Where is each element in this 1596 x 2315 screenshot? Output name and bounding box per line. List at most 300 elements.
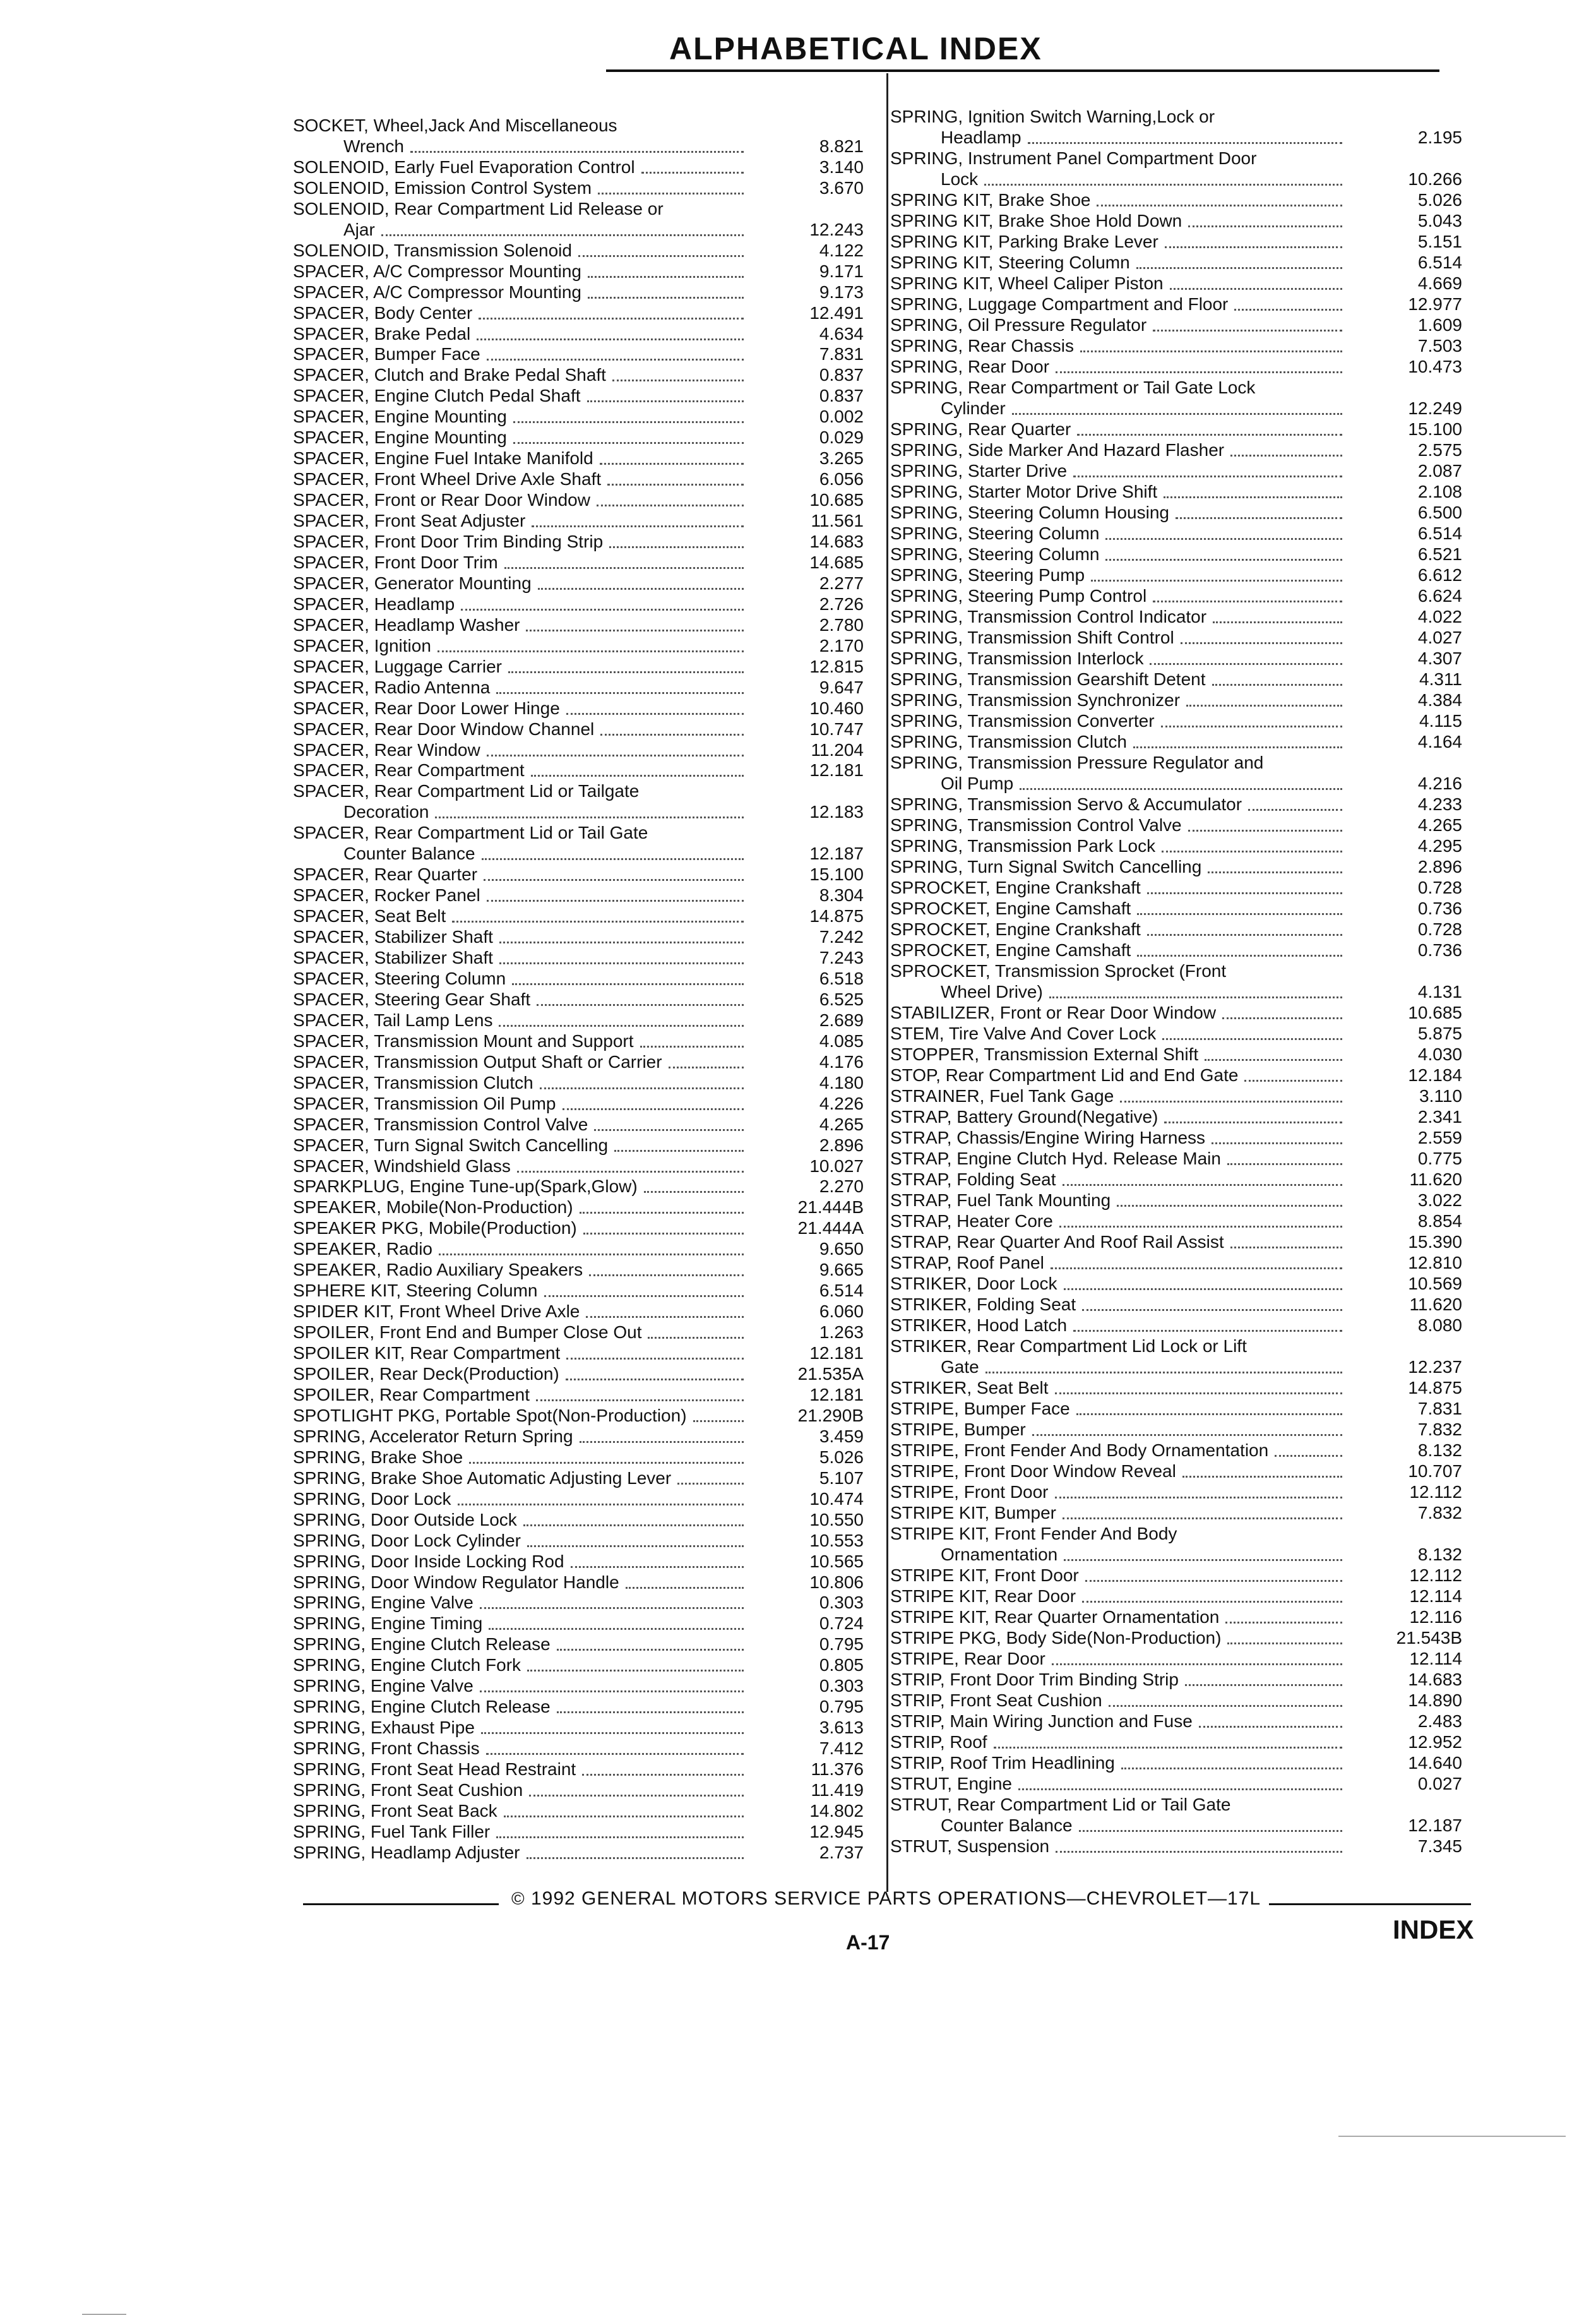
entry-text: SPACER, Stabilizer Shaft: [293, 948, 493, 967]
dot-leader: [1032, 1425, 1342, 1436]
entry-text: Gate: [941, 1357, 979, 1377]
entry-text: SPRING KIT, Brake Shoe Hold Down: [890, 211, 1182, 230]
index-entry: [890, 1023, 1462, 1044]
entry-text: SPACER, Rear Quarter: [293, 864, 478, 885]
entry-text: STOPPER, Transmission External Shift: [890, 1044, 1199, 1064]
entry-page-ref: 6.060: [819, 1301, 864, 1322]
entry-page-ref: 4.027: [1417, 628, 1462, 647]
entry-text: STRIPE, Front Door Window Reveal: [890, 1461, 1176, 1481]
dot-leader: [1052, 1654, 1342, 1665]
dot-leader: [1230, 1238, 1342, 1248]
dot-leader: [693, 1411, 744, 1422]
index-entry: [293, 240, 864, 261]
dot-leader: [1176, 508, 1342, 519]
entry-text: STEM, Tire Valve And Cover Lock: [890, 1024, 1157, 1043]
page-title: ALPHABETICAL INDEX: [669, 31, 1042, 66]
index-entry: [293, 302, 864, 324]
dot-leader: [517, 1162, 744, 1173]
entry-text: SPACER, Rear Door Lower Hinge: [293, 698, 560, 718]
entry-text: Ornamentation: [941, 1545, 1058, 1564]
index-entry: [890, 1648, 1462, 1670]
index-entry: [293, 1488, 864, 1510]
entry-page-ref: 12.181: [809, 1384, 864, 1404]
entry-text: STRIKER, Folding Seat: [890, 1295, 1076, 1314]
dot-leader: [513, 412, 744, 423]
entry-text: SPROCKET, Transmission Sprocket (Front: [890, 961, 1227, 981]
entry-text: SPROCKET, Engine Crankshaft: [890, 878, 1141, 897]
index-entry: [293, 364, 864, 386]
dot-leader: [1073, 467, 1342, 477]
entry-page-ref: 14.875: [1408, 1378, 1462, 1397]
entry-page-ref: 2.689: [819, 1010, 864, 1030]
index-entry: [890, 940, 1462, 961]
index-entry: [890, 960, 1462, 982]
index-entry: [890, 1836, 1462, 1857]
entry-text: Wrench: [343, 136, 404, 156]
entry-text: SPACER, A/C Compressor Mounting: [293, 261, 581, 281]
entry-text: SPRING, Steering Column: [890, 544, 1100, 564]
entry-text: SPEAKER, Radio: [293, 1239, 432, 1259]
index-entry: [890, 1148, 1462, 1169]
entry-text: STRIP, Front Seat Cushion: [890, 1690, 1102, 1710]
index-entry: [293, 656, 864, 678]
entry-page-ref: 6.514: [1417, 253, 1462, 272]
dot-leader: [487, 891, 744, 902]
entry-text: STRIPE PKG, Body Side(Non-Production): [890, 1628, 1222, 1648]
entry-text: SPRING, Engine Valve: [293, 1676, 473, 1696]
entry-page-ref: 5.151: [1417, 232, 1462, 251]
entry-text: SPRING, Engine Clutch Fork: [293, 1655, 521, 1675]
dot-leader: [641, 163, 744, 174]
entry-page-ref: 12.243: [809, 219, 864, 239]
entry-page-ref: 4.233: [1417, 794, 1462, 814]
entry-page-ref: 4.122: [819, 240, 864, 260]
dot-leader: [1136, 258, 1342, 269]
entry-page-ref: 2.483: [1417, 1711, 1462, 1731]
entry-page-ref: 0.002: [819, 407, 864, 427]
footer-rule-left: [303, 1903, 499, 1905]
dot-leader: [1064, 1279, 1342, 1290]
index-entry: [293, 1842, 864, 1863]
entry-page-ref: 6.624: [1417, 586, 1462, 606]
entry-text: SPROCKET, Engine Crankshaft: [890, 919, 1141, 939]
dot-leader: [527, 1536, 744, 1547]
dot-leader: [626, 1578, 744, 1589]
index-entry: [890, 1086, 1462, 1107]
entry-text: Counter Balance: [343, 844, 475, 864]
dot-leader: [527, 1661, 744, 1672]
entry-text: SPRING, Rear Compartment or Tail Gate Lock: [890, 378, 1256, 397]
entry-page-ref: 21.290B: [797, 1405, 864, 1425]
entry-page-ref: 14.802: [809, 1800, 864, 1821]
dot-leader: [609, 537, 744, 548]
dot-leader: [439, 1245, 744, 1255]
entry-page-ref: 5.043: [1417, 211, 1462, 230]
dot-leader: [1073, 1321, 1342, 1332]
entry-page-ref: 4.164: [1417, 732, 1462, 751]
footer-copyright: [511, 1888, 1261, 1910]
entry-text: STRAP, Heater Core: [890, 1211, 1053, 1231]
index-entry: [343, 136, 864, 157]
index-entry: [293, 1800, 864, 1822]
entry-page-ref: 9.173: [819, 282, 864, 302]
entry-text: SPRING, Door Outside Lock: [293, 1509, 517, 1529]
entry-text: SOLENOID, Emission Control System: [293, 177, 592, 198]
index-entry: [293, 1031, 864, 1052]
entry-text: SPACER, A/C Compressor Mounting: [293, 282, 581, 302]
entry-page-ref: 11.376: [811, 1759, 864, 1780]
index-entry: [890, 919, 1462, 940]
entry-page-ref: 10.707: [1408, 1461, 1462, 1481]
entry-page-ref: 21.543B: [1396, 1628, 1462, 1648]
dot-leader: [538, 579, 744, 590]
entry-page-ref: 12.249: [1408, 398, 1462, 418]
entry-page-ref: 4.307: [1417, 649, 1462, 668]
entry-text: SPACER, Front Wheel Drive Axle Shaft: [293, 469, 602, 489]
index-entry: [890, 856, 1462, 878]
index-entry: [890, 1502, 1462, 1524]
entry-text: STRIKER, Door Lock: [890, 1274, 1057, 1293]
entry-text: SPEAKER, Mobile(Non-Production): [293, 1197, 573, 1217]
dot-leader: [1064, 1550, 1342, 1561]
index-entry: [293, 614, 864, 636]
index-entry: [890, 1252, 1462, 1274]
entry-page-ref: 2.270: [819, 1176, 864, 1197]
column-divider: [886, 73, 888, 1892]
index-entry: [941, 981, 1462, 1003]
dot-leader: [580, 1432, 744, 1443]
entry-text: SPACER, Front Door Trim Binding Strip: [293, 532, 604, 551]
entry-text: SPACER, Generator Mounting: [293, 573, 532, 593]
entry-page-ref: 21.444B: [797, 1197, 864, 1217]
entry-page-ref: 0.027: [1417, 1774, 1462, 1793]
dot-leader: [504, 558, 744, 569]
index-entry: [890, 1752, 1462, 1774]
dot-leader: [600, 454, 744, 465]
dot-leader: [486, 1744, 744, 1755]
entry-page-ref: 7.832: [1417, 1503, 1462, 1522]
dot-leader: [1020, 779, 1342, 790]
entry-text: SPOILER KIT, Rear Compartment: [293, 1343, 561, 1363]
index-entry: [890, 1794, 1462, 1816]
dot-leader: [536, 1391, 744, 1401]
entry-page-ref: 8.132: [1417, 1440, 1462, 1460]
index-entry: [343, 219, 864, 241]
entry-page-ref: 2.737: [819, 1842, 864, 1862]
entry-page-ref: 8.080: [1417, 1315, 1462, 1335]
index-entry: [941, 1815, 1462, 1836]
index-entry: [293, 885, 864, 906]
dot-leader: [435, 808, 744, 818]
entry-page-ref: 3.459: [819, 1426, 864, 1446]
index-entry: [293, 1072, 864, 1094]
entry-text: STRAP, Chassis/Engine Wiring Harness: [890, 1128, 1206, 1147]
index-entry: [293, 739, 864, 761]
index-entry: [293, 385, 864, 407]
entry-page-ref: 0.728: [1417, 878, 1462, 897]
index-entry: [293, 781, 864, 802]
entry-text: SPRING KIT, Steering Column: [890, 253, 1130, 272]
entry-text: SPACER, Rear Compartment Lid or Tailgate: [293, 781, 640, 801]
entry-text: SPRING, Luggage Compartment and Floor: [890, 294, 1229, 314]
entry-text: STRIPE, Front Fender And Body Ornamentation: [890, 1440, 1269, 1460]
entry-text: SPARKPLUG, Engine Tune-up(Spark,Glow): [293, 1176, 638, 1197]
entry-page-ref: 6.056: [819, 469, 864, 489]
dot-leader: [563, 1099, 744, 1110]
index-entry: [343, 843, 864, 864]
dot-leader: [1120, 1092, 1342, 1103]
dot-leader: [1063, 1509, 1342, 1519]
index-entry: [293, 489, 864, 511]
entry-text: STRAP, Battery Ground(Negative): [890, 1107, 1158, 1127]
dot-leader: [1085, 1571, 1342, 1582]
entry-text: STRAINER, Fuel Tank Gage: [890, 1086, 1114, 1106]
index-entry: [890, 585, 1462, 607]
entry-page-ref: 1.263: [819, 1322, 864, 1343]
dot-leader: [594, 1120, 744, 1131]
entry-page-ref: 0.805: [819, 1655, 864, 1675]
entry-page-ref: 8.854: [1417, 1211, 1462, 1231]
entry-text: SPACER, Rear Compartment Lid or Tail Gate: [293, 823, 648, 843]
entry-text: SPACER, Rocker Panel: [293, 885, 480, 906]
entry-page-ref: 11.419: [811, 1780, 864, 1800]
footer-text: 1992 GENERAL MOTORS SERVICE PARTS OPERATIONS—CHEVROLET—17L: [530, 1888, 1261, 1909]
entry-text: SPRING, Engine Timing: [293, 1613, 483, 1634]
dot-leader: [1105, 529, 1342, 540]
dot-leader: [1077, 425, 1342, 436]
entry-page-ref: 4.131: [1417, 982, 1462, 1002]
entry-text: SPACER, Headlamp Washer: [293, 614, 520, 635]
entry-page-ref: 10.027: [809, 1156, 864, 1176]
entry-text: SPACER, Body Center: [293, 302, 473, 323]
entry-page-ref: 14.875: [809, 906, 864, 926]
dot-leader: [578, 246, 744, 257]
entry-page-ref: 0.795: [819, 1634, 864, 1654]
dot-leader: [598, 184, 744, 194]
index-entry: [293, 1322, 864, 1343]
entry-text: STRAP, Engine Clutch Hyd. Release Main: [890, 1149, 1221, 1168]
dot-leader: [557, 1640, 744, 1651]
entry-text: SPACER, Tail Lamp Lens: [293, 1010, 493, 1030]
index-entry: [890, 1690, 1462, 1711]
index-entry: [293, 1738, 864, 1759]
entry-text: SPACER, Rear Door Window Channel: [293, 719, 595, 739]
dot-leader: [1056, 1842, 1342, 1853]
entry-text: SPRING, Brake Shoe: [293, 1447, 463, 1467]
entry-page-ref: 4.022: [1417, 607, 1462, 626]
entry-text: SPACER, Transmission Clutch: [293, 1072, 533, 1092]
index-entry: [890, 877, 1462, 899]
entry-text: SPRING, Front Seat Cushion: [293, 1780, 523, 1800]
entry-page-ref: 3.022: [1417, 1190, 1462, 1210]
entry-page-ref: 12.112: [1409, 1565, 1462, 1585]
index-entry: [890, 1586, 1462, 1607]
index-entry: [890, 1627, 1462, 1649]
entry-text: SPRING, Exhaust Pipe: [293, 1718, 475, 1738]
index-entry: [293, 157, 864, 178]
dot-leader: [1153, 592, 1342, 602]
index-entry: [890, 377, 1462, 398]
index-entry: [941, 773, 1462, 794]
entry-text: SPACER, Brake Pedal: [293, 323, 471, 344]
entry-page-ref: 12.181: [809, 1343, 864, 1363]
index-entry: [890, 752, 1462, 774]
entry-page-ref: 15.100: [1408, 419, 1462, 439]
entry-text: STRIP, Roof Trim Headlining: [890, 1753, 1115, 1773]
entry-page-ref: 0.029: [819, 428, 864, 448]
entry-page-ref: 4.085: [819, 1031, 864, 1051]
dot-leader: [1225, 1613, 1342, 1624]
entry-page-ref: 7.832: [1417, 1420, 1462, 1439]
entry-page-ref: 2.341: [1417, 1107, 1462, 1127]
entry-page-ref: 14.683: [809, 532, 864, 551]
entry-page-ref: 10.685: [809, 490, 864, 510]
entry-text: Lock: [941, 169, 979, 189]
index-entry: [293, 1468, 864, 1489]
dot-leader: [582, 1765, 744, 1776]
entry-page-ref: 12.114: [1409, 1586, 1462, 1606]
entry-text: SPRING, Starter Motor Drive Shift: [890, 482, 1158, 501]
entry-text: SOLENOID, Early Fuel Evaporation Control: [293, 157, 635, 177]
entry-page-ref: 12.491: [809, 302, 864, 323]
entry-text: STRIPE, Bumper: [890, 1420, 1026, 1439]
entry-text: SPRING, Starter Drive: [890, 461, 1068, 481]
entry-text: STRIPE, Front Door: [890, 1482, 1049, 1502]
entry-text: SPRING, Accelerator Return Spring: [293, 1426, 573, 1446]
entry-page-ref: 4.030: [1417, 1044, 1462, 1064]
index-entry: [890, 523, 1462, 544]
index-entry: [293, 1238, 864, 1260]
index-entry: [890, 1398, 1462, 1420]
index-entry: [890, 1606, 1462, 1628]
index-entry: [890, 669, 1462, 690]
index-entry: [890, 502, 1462, 523]
index-entry: [293, 1696, 864, 1718]
entry-text: SPEAKER, Radio Auxiliary Speakers: [293, 1260, 583, 1280]
entry-page-ref: 5.026: [819, 1447, 864, 1467]
entry-page-ref: 4.180: [819, 1072, 864, 1092]
index-entry: [293, 822, 864, 844]
index-entry: [890, 1565, 1462, 1586]
entry-text: Decoration: [343, 802, 429, 822]
entry-page-ref: 2.575: [1417, 440, 1462, 460]
entry-text: SPACER, Stabilizer Shaft: [293, 927, 493, 947]
entry-text: STRIPE KIT, Front Fender And Body: [890, 1524, 1177, 1543]
entry-page-ref: 21.444A: [797, 1218, 864, 1238]
entry-text: SPRING, Rear Quarter: [890, 419, 1071, 439]
index-entry: [293, 1530, 864, 1552]
dot-leader: [986, 1363, 1342, 1373]
dot-leader: [1055, 1384, 1342, 1394]
dot-leader: [1137, 904, 1342, 915]
index-entry: [293, 1592, 864, 1613]
entry-text: SPRING, Front Seat Head Restraint: [293, 1759, 576, 1780]
dot-leader: [984, 175, 1342, 186]
entry-text: SOCKET, Wheel,Jack And Miscellaneous: [293, 116, 617, 135]
entry-text: SPACER, Engine Clutch Pedal Shaft: [293, 386, 581, 406]
dot-leader: [566, 1370, 744, 1380]
index-entry: [293, 344, 864, 365]
entry-text: SPRING, Transmission Converter: [890, 711, 1155, 731]
entry-page-ref: 5.107: [819, 1468, 864, 1488]
entry-page-ref: 10.473: [1408, 357, 1462, 376]
entry-text: SPACER, Engine Fuel Intake Manifold: [293, 448, 593, 469]
entry-text: SPRING, Transmission Shift Control: [890, 628, 1174, 647]
entry-page-ref: 6.514: [1417, 523, 1462, 543]
dot-leader: [461, 600, 744, 611]
entry-text: STRIKER, Hood Latch: [890, 1315, 1068, 1335]
entry-page-ref: 2.726: [819, 594, 864, 614]
entry-page-ref: 12.815: [809, 656, 864, 676]
entry-page-ref: 7.242: [819, 927, 864, 947]
index-entry: [293, 1280, 864, 1301]
entry-page-ref: 21.535A: [797, 1364, 864, 1384]
dot-leader: [410, 142, 744, 153]
dot-leader: [452, 912, 744, 923]
entry-text: SPHERE KIT, Steering Column: [293, 1281, 538, 1301]
entry-text: SPRING, Steering Pump: [890, 565, 1085, 585]
dot-leader: [489, 1619, 744, 1630]
entry-text: SPACER, Steering Gear Shaft: [293, 989, 531, 1009]
entry-text: SPOILER, Rear Deck(Production): [293, 1364, 559, 1384]
index-entry: [293, 947, 864, 969]
index-entry: [293, 1654, 864, 1676]
dot-leader: [480, 1598, 744, 1609]
dot-leader: [1018, 1780, 1342, 1790]
index-entry: [293, 1114, 864, 1135]
index-entry: [890, 1294, 1462, 1315]
entry-text: SPACER, Radio Antenna: [293, 677, 491, 697]
dot-leader: [1164, 1113, 1342, 1123]
index-entry: [293, 1363, 864, 1385]
entry-text: SPACER, Clutch and Brake Pedal Shaft: [293, 365, 606, 385]
index-entry: [293, 552, 864, 573]
dot-leader: [1181, 633, 1342, 644]
dot-leader: [523, 1516, 744, 1526]
entry-page-ref: 3.613: [819, 1718, 864, 1738]
dot-leader: [1076, 1404, 1342, 1415]
page-number: A-17: [846, 1931, 890, 1954]
dot-leader: [994, 1738, 1342, 1749]
index-entry: [890, 1127, 1462, 1149]
dot-leader: [1199, 1717, 1342, 1728]
dot-leader: [1244, 1071, 1342, 1082]
index-entry: [890, 148, 1462, 169]
index-entry: [890, 1377, 1462, 1399]
index-entry: [293, 1447, 864, 1468]
dot-leader: [1059, 1217, 1342, 1228]
entry-page-ref: 7.345: [1417, 1836, 1462, 1856]
dot-leader: [532, 517, 744, 527]
dot-leader: [438, 642, 744, 652]
dot-leader: [499, 933, 744, 943]
entry-page-ref: 10.565: [809, 1551, 864, 1571]
entry-page-ref: 5.026: [1417, 190, 1462, 210]
entry-page-ref: 5.875: [1417, 1024, 1462, 1043]
dot-leader: [1097, 196, 1342, 206]
index-entry: [890, 356, 1462, 378]
entry-page-ref: 15.390: [1408, 1232, 1462, 1252]
dot-leader: [588, 267, 744, 278]
index-entry: [293, 1384, 864, 1406]
dot-leader: [1055, 1488, 1342, 1498]
index-entry: [293, 1675, 864, 1697]
index-entry: [293, 115, 864, 136]
index-entry: [890, 231, 1462, 253]
index-entry: [293, 1572, 864, 1593]
index-entry: [293, 469, 864, 490]
entry-text: Cylinder: [941, 398, 1006, 418]
